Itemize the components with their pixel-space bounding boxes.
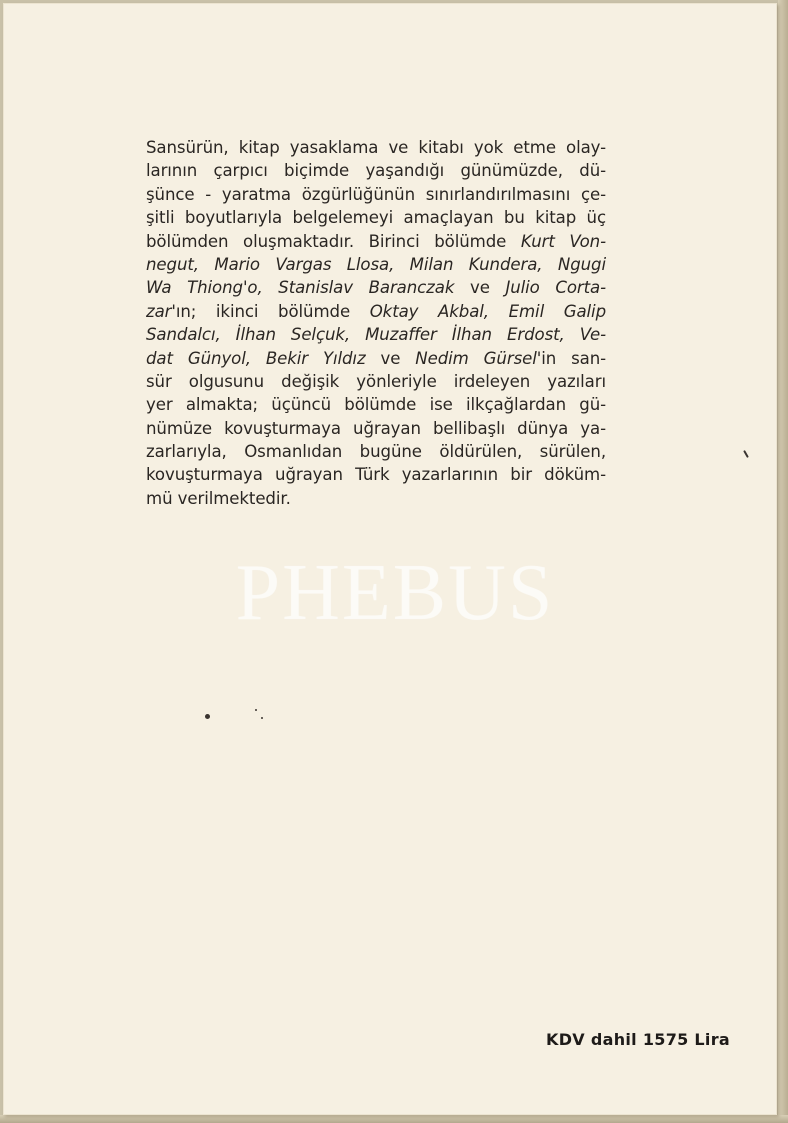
ink-speck	[743, 450, 749, 458]
blurb-name-text: zar	[146, 301, 172, 321]
blurb-line	[146, 393, 606, 416]
blurb-line	[146, 323, 606, 346]
blurb-line	[146, 230, 606, 253]
blurb-line	[146, 183, 606, 206]
blurb-line	[146, 253, 606, 276]
page-edge-right	[778, 0, 788, 1123]
blurb-text: bölümden oluşmaktadır. Birinci bölümde	[146, 231, 521, 251]
blurb-name-text: Oktay Akbal, Emil Galip	[369, 301, 607, 321]
blurb-line	[146, 463, 606, 486]
ink-speck	[205, 714, 210, 719]
blurb-text: sür olgusunu değişik yönleriyle irdeleyen yazıları	[146, 371, 606, 391]
blurb-text: yer almakta; üçüncü bölümde ise ilkçağlardan gü-	[146, 395, 606, 415]
blurb-text: 'in san-	[536, 348, 607, 368]
page-edge-bottom	[0, 1115, 788, 1123]
blurb-line	[146, 417, 606, 440]
blurb-text: ve	[365, 348, 416, 368]
blurb-line	[146, 370, 606, 393]
blurb-name-text: Wa Thiong'o, Stanislav Baranczak	[146, 278, 455, 298]
blurb-line	[146, 136, 606, 159]
price-label: KDV dahil 1575 Lira	[546, 1030, 730, 1049]
blurb-line	[146, 159, 606, 182]
blurb-text: zarlarıyla, Osmanlıdan bugüne öldürülen, sürülen,	[146, 442, 606, 462]
ink-speck	[261, 717, 263, 719]
blurb-name-text: Sandalcı, İlhan Selçuk, Muzaffer İlhan Erdost, Ve-	[146, 325, 606, 345]
watermark-text: PHEBUS	[235, 549, 555, 637]
blurb-text: şünce - yaratma özgürlüğünün sınırlandırılmasını çe-	[146, 184, 606, 204]
blurb-text: kovuşturmaya uğrayan Türk yazarlarının bir döküm-	[146, 465, 606, 485]
blurb-text: mü verilmektedir.	[146, 488, 291, 508]
blurb-text: şitli boyutlarıyla belgelemeyi amaçlayan bu kitap üç	[146, 208, 606, 228]
blurb-text: ve	[454, 278, 506, 298]
blurb-text: 'ın; ikinci bölümde	[171, 301, 370, 321]
blurb-text: nümüze kovuşturmaya uğrayan bellibaşlı dünya ya-	[146, 418, 606, 438]
blurb-name-text: negut, Mario Vargas Llosa, Milan Kundera, Ngugi	[146, 254, 606, 274]
blurb-line	[146, 276, 606, 299]
blurb-line	[146, 206, 606, 229]
blurb-line	[146, 440, 606, 463]
blurb-line	[146, 347, 606, 370]
blurb-name-text: dat Günyol, Bekir Yıldız	[146, 348, 366, 368]
blurb-name-text: Julio Corta-	[505, 278, 606, 298]
blurb-text: Sansürün, kitap yasaklama ve kitabı yok etme olay-	[146, 138, 606, 157]
blurb-name-text: Kurt Von-	[520, 231, 606, 251]
blurb-paragraph	[146, 136, 606, 510]
blurb-text: larının çarpıcı biçimde yaşandığı günümüzde, dü-	[146, 161, 606, 181]
blurb-name-text: Nedim Gürsel	[415, 348, 537, 368]
ink-speck	[255, 709, 257, 711]
blurb-line	[146, 300, 606, 323]
blurb-line	[146, 487, 606, 510]
